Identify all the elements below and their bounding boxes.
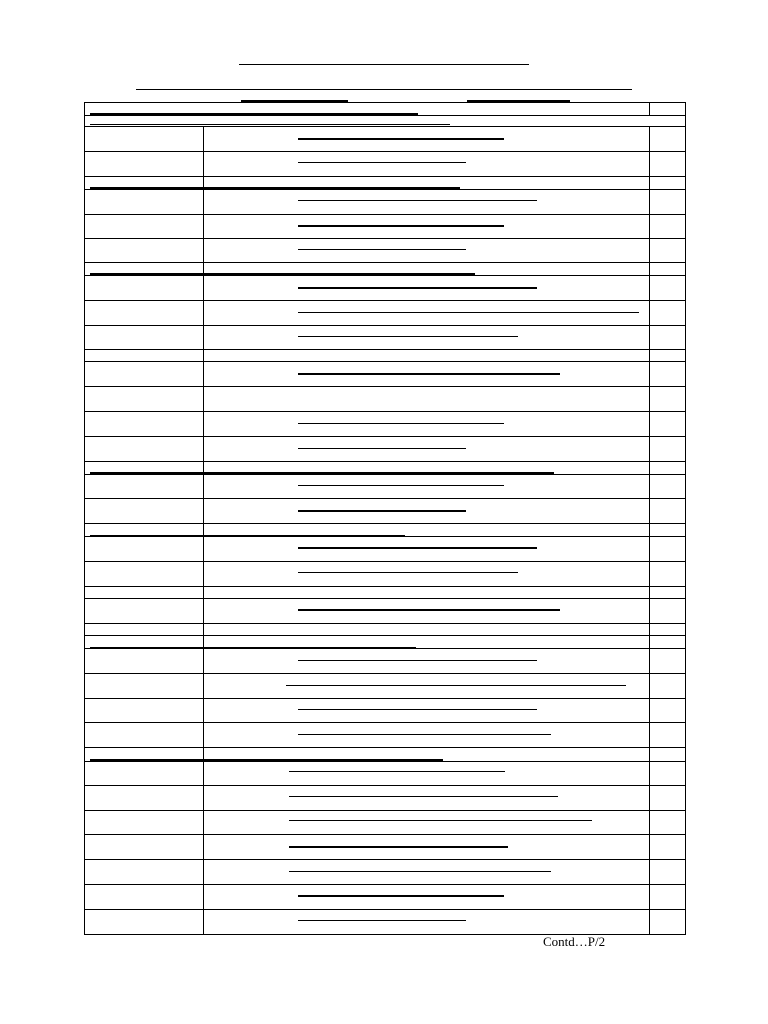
row-line	[84, 126, 686, 127]
entry-rule	[298, 734, 551, 735]
left-column-divider	[203, 126, 204, 935]
entry-rule	[298, 510, 466, 512]
row-line	[84, 349, 686, 350]
subtitle-rule	[136, 89, 632, 90]
row-line	[84, 536, 686, 537]
row-line	[84, 176, 686, 177]
entry-rule	[289, 846, 508, 848]
row-line	[84, 361, 686, 362]
entry-rule	[289, 771, 505, 772]
section-1-heading-rule	[90, 113, 418, 115]
row-line	[84, 623, 686, 624]
row-line	[84, 411, 686, 412]
entry-rule	[289, 820, 592, 821]
row-line	[84, 635, 686, 636]
entry-rule	[298, 225, 504, 227]
row-line	[84, 747, 686, 748]
title-rule	[239, 64, 529, 65]
row-line	[84, 189, 686, 190]
row-line	[84, 461, 686, 462]
entry-rule	[298, 138, 504, 140]
entry-rule	[298, 336, 518, 337]
entry-rule	[286, 685, 626, 686]
header-right-divider	[649, 102, 650, 115]
section-1-sub-rule	[90, 124, 450, 125]
row-line	[84, 436, 686, 437]
entry-rule	[298, 547, 537, 549]
entry-rule	[298, 920, 466, 921]
row-line	[84, 785, 686, 786]
row-line	[84, 909, 686, 910]
entry-rule	[298, 572, 518, 573]
row-line	[84, 859, 686, 860]
row-line	[84, 648, 686, 649]
entry-rule	[298, 312, 639, 313]
entry-rule	[298, 895, 504, 897]
entry-rule	[298, 423, 504, 424]
row-line	[84, 498, 686, 499]
row-line	[84, 586, 686, 587]
row-line	[84, 598, 686, 599]
entry-rule	[298, 660, 537, 661]
row-line	[84, 386, 686, 387]
row-line	[84, 214, 686, 215]
header-col-rule-1	[241, 100, 348, 102]
header-col-rule-2	[467, 100, 570, 102]
row-line	[84, 761, 686, 762]
entry-rule	[289, 871, 551, 872]
entry-rule	[289, 796, 558, 797]
entry-rule	[298, 448, 466, 449]
row-line	[84, 300, 686, 301]
row-line	[84, 151, 686, 152]
row-line	[84, 238, 686, 239]
entry-rule	[298, 373, 560, 375]
row-line	[84, 561, 686, 562]
row-line	[84, 474, 686, 475]
row-line	[84, 275, 686, 276]
entry-rule	[298, 249, 466, 250]
row-line	[84, 523, 686, 524]
row-line	[84, 262, 686, 263]
row-line	[84, 722, 686, 723]
header-row-bottom	[84, 115, 686, 116]
continuation-note: Contd…P/2	[543, 934, 606, 949]
entry-rule	[298, 287, 537, 289]
entry-rule	[298, 709, 537, 710]
entry-rule	[298, 609, 560, 611]
row-line	[84, 834, 686, 835]
entry-rule	[298, 162, 466, 163]
entry-rule	[298, 200, 537, 201]
entry-rule	[298, 485, 504, 486]
row-line	[84, 325, 686, 326]
row-line	[84, 673, 686, 674]
row-line	[84, 884, 686, 885]
row-line	[84, 810, 686, 811]
row-line	[84, 698, 686, 699]
right-column-divider	[649, 126, 650, 935]
